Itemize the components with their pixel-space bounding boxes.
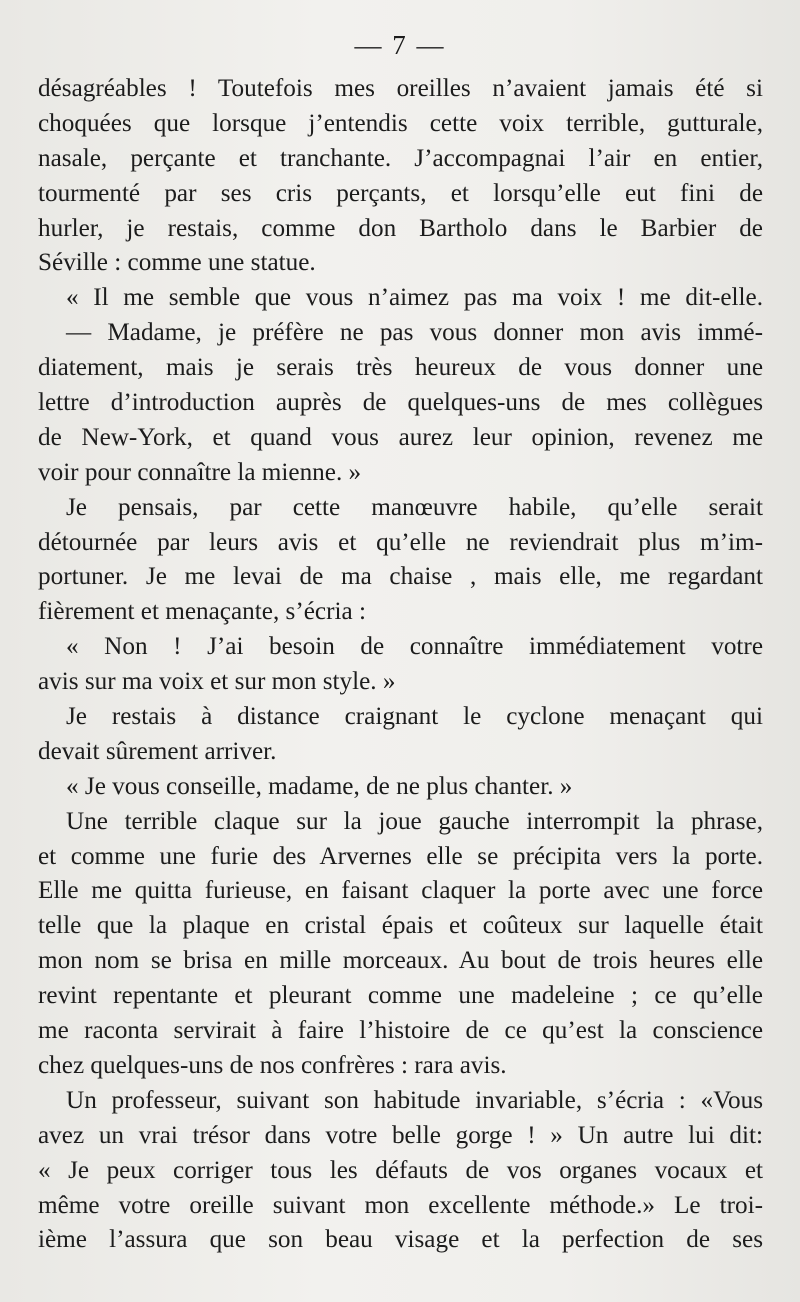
body-text (38, 72, 763, 1258)
text-line: tourmenté par ses cris perçants, et lorsqu’elle eut fini de (38, 179, 763, 207)
text-line: fièrement et menaçante, s’écria : (38, 598, 366, 626)
text-line: même votre oreille suivant mon excellente méthode.» Le troi- (38, 1191, 763, 1219)
text-line: revint repentante et pleurant comme une madeleine ; ce qu’elle (38, 982, 763, 1010)
page-number: — 7 — (354, 30, 446, 60)
text-line: voir pour connaître la mienne. » (38, 458, 362, 486)
text-line: désagréables ! Toutefois mes oreilles n’avaient jamais été si (38, 75, 763, 102)
text-line: chez quelques-uns de nos confrères : rara avis. (38, 1051, 507, 1079)
text-line: détournée par leurs avis et qu’elle ne reviendrait plus m’im- (38, 528, 763, 556)
text-line: portuner. Je me levai de ma chaise , mais elle, me regardant (38, 563, 763, 591)
text-line: me raconta servirait à faire l’histoire de ce qu’est la conscience (38, 1017, 763, 1045)
text-line: « Je vous conseille, madame, de ne plus chanter. » (66, 772, 573, 800)
text-line: avis sur ma voix et sur mon style. » (38, 668, 396, 696)
text-line: Un professeur, suivant son habitude invariable, s’écria : «Vous (66, 1086, 763, 1114)
text-line: « Je peux corriger tous les défauts de vos organes vocaux et (38, 1156, 763, 1184)
text-line: diatement, mais je serais très heureux de vous donner une (38, 354, 763, 382)
text-line: mon nom se brisa en mille morceaux. Au bout de trois heures elle (38, 947, 763, 975)
text-line: de New-York, et quand vous aurez leur opinion, revenez me (38, 423, 763, 451)
text-line: et comme une furie des Arvernes elle se précipita vers la porte. (38, 842, 763, 870)
text-line: Une terrible claque sur la joue gauche interrompit la phrase, (66, 807, 763, 835)
text-line: Séville : comme une statue. (38, 249, 316, 277)
text-line: lettre d’introduction auprès de quelques-uns de mes collègues (38, 389, 763, 417)
text-line: Je pensais, par cette manœuvre habile, qu’elle serait (66, 493, 763, 521)
text-line: choquées que lorsque j’entendis cette voix terrible, gutturale, (38, 109, 763, 137)
text-line: hurler, je restais, comme don Bartholo dans le Barbier de (38, 214, 763, 242)
text-line: avez un vrai trésor dans votre belle gorge ! » Un autre lui dit: (38, 1121, 763, 1149)
text-line: Elle me quitta furieuse, en faisant claquer la porte avec une force (38, 877, 763, 905)
text-line: nasale, perçante et tranchante. J’accompagnai l’air en entier, (38, 144, 763, 172)
text-line: « Il me semble que vous n’aimez pas ma voix ! me dit-elle. (66, 284, 763, 312)
text-line: devait sûrement arriver. (38, 737, 277, 765)
text-line: « Non ! J’ai besoin de connaître immédiatement votre (66, 633, 763, 661)
text-line: — Madame, je préfère ne pas vous donner mon avis immé- (66, 319, 763, 347)
text-line: telle que la plaque en cristal épais et coûteux sur laquelle était (38, 912, 763, 940)
text-line: Je restais à distance craignant le cyclone menaçant qui (66, 703, 763, 731)
text-line: ième l’assura que son beau visage et la perfection de ses (38, 1226, 763, 1254)
